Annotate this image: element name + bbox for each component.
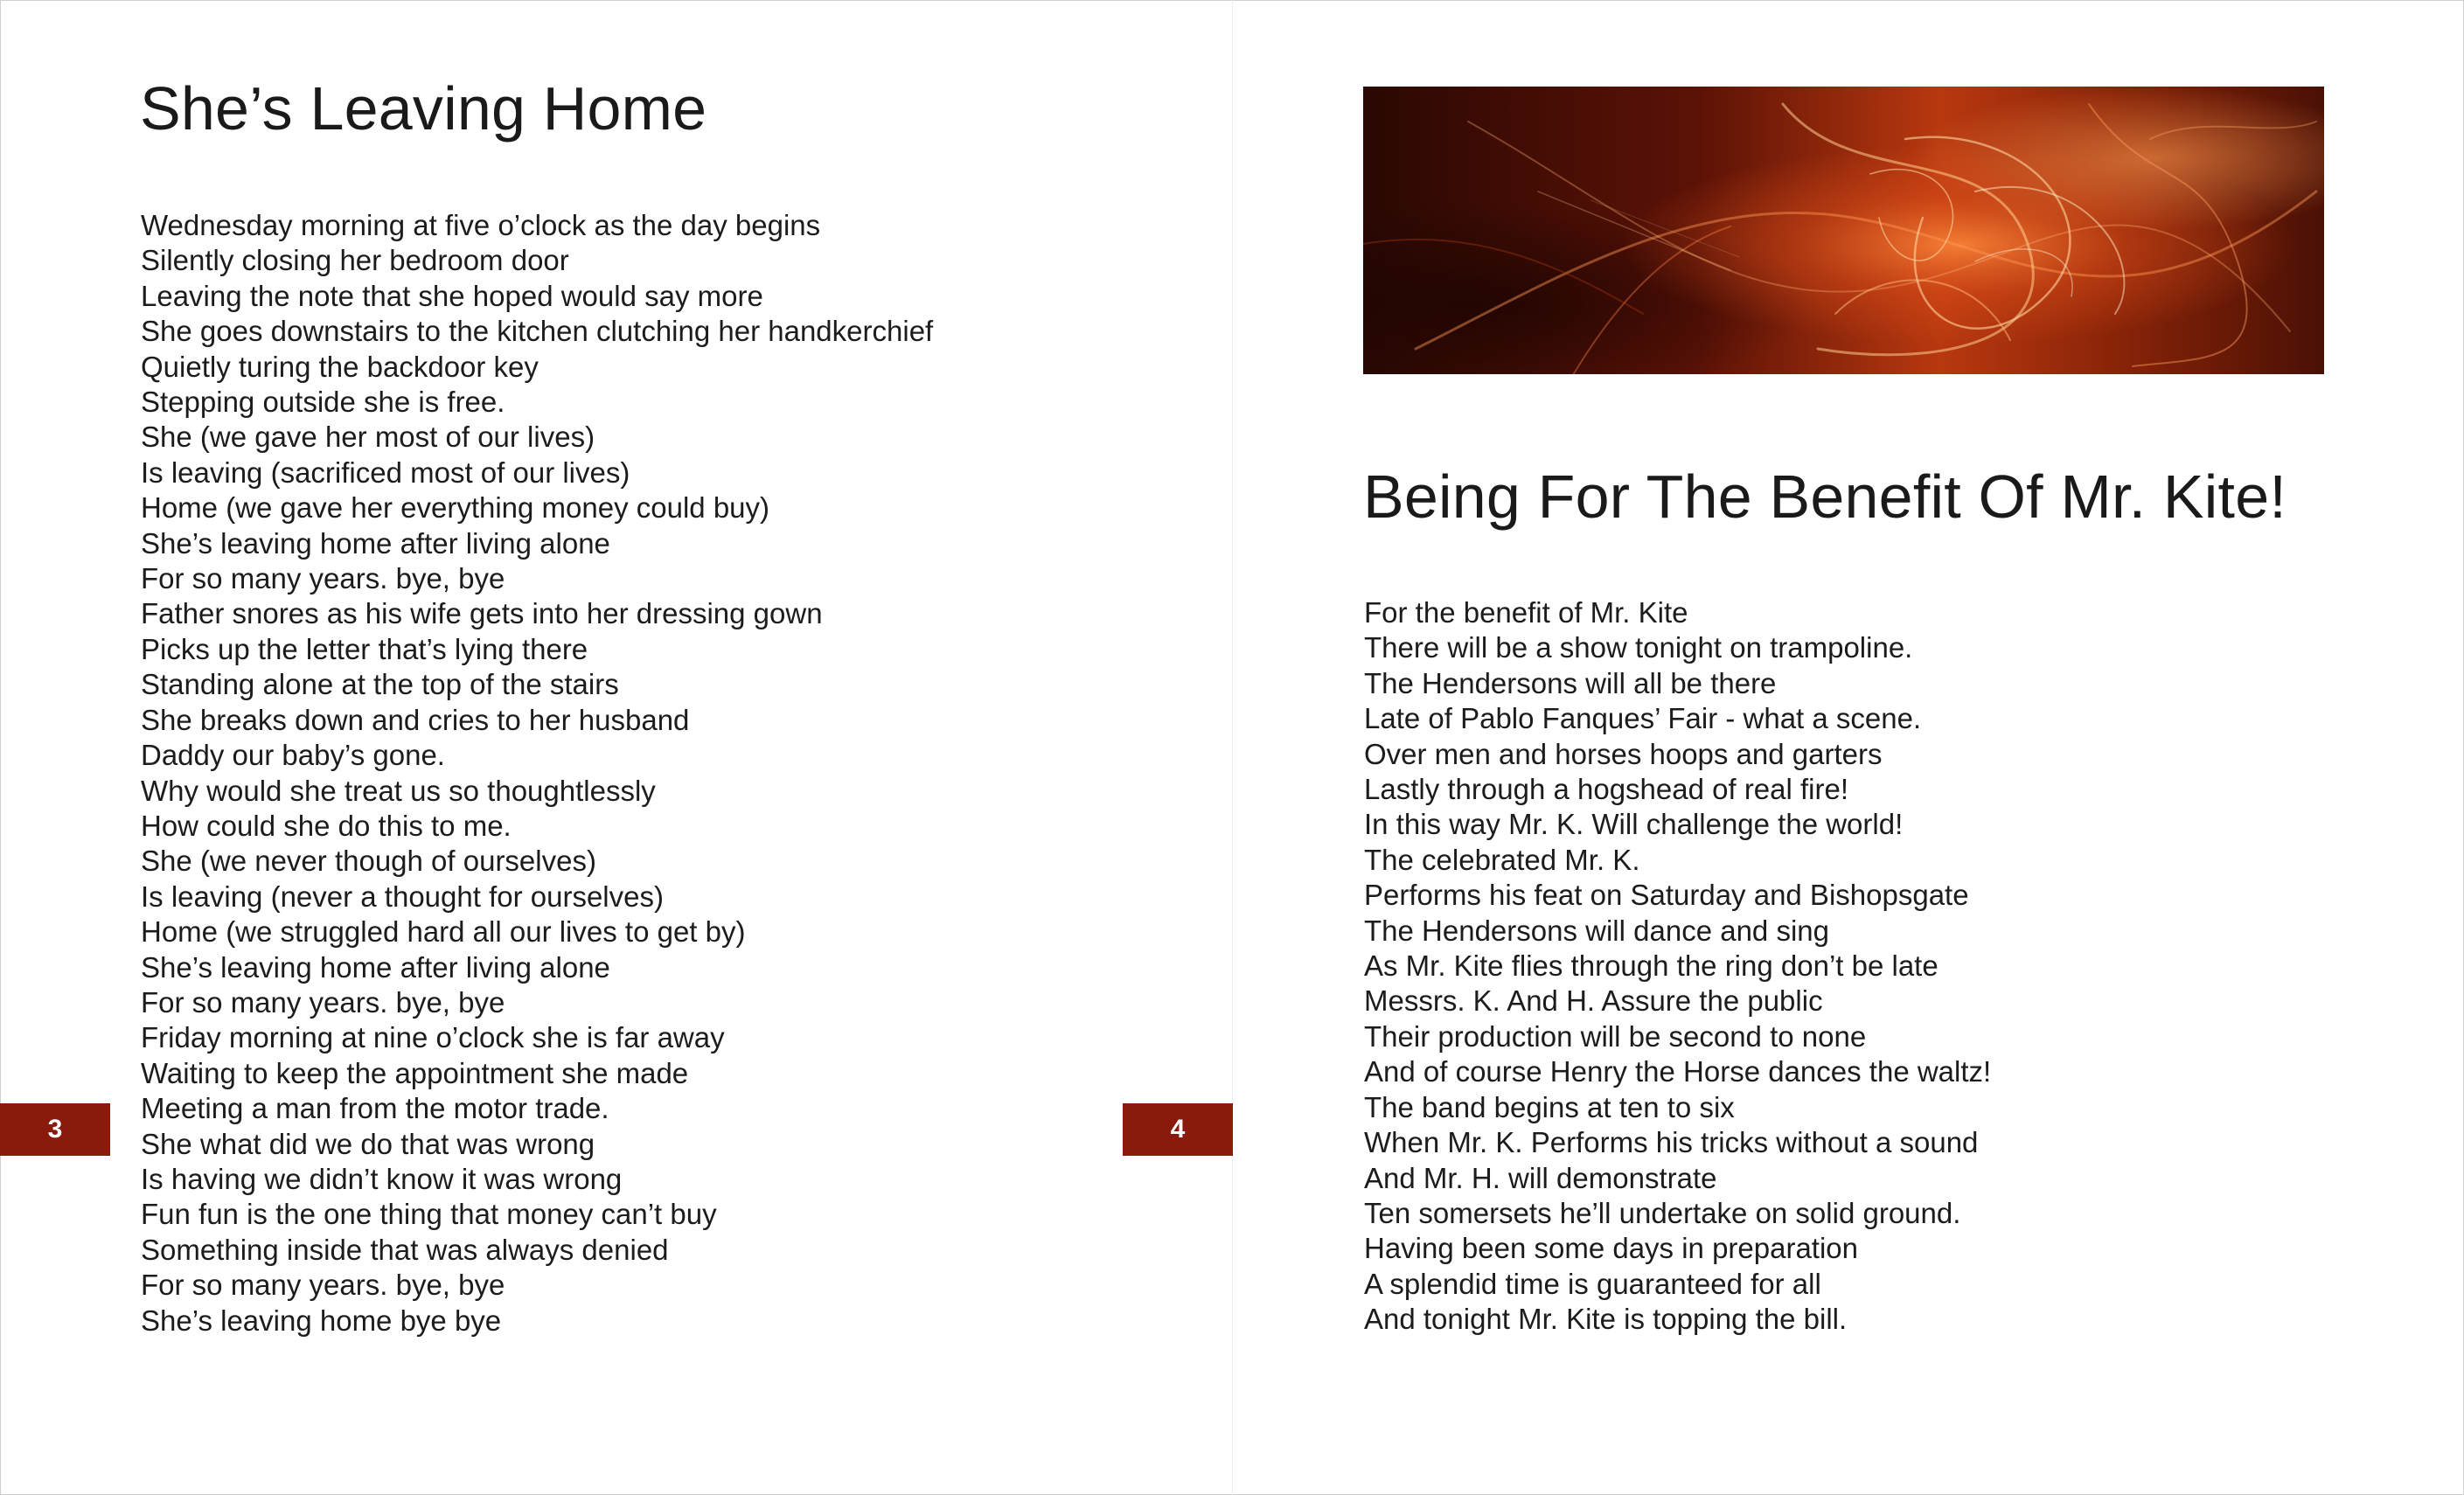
lyric-line: Is leaving (never a thought for ourselves) bbox=[141, 880, 664, 913]
lyric-line: And tonight Mr. Kite is topping the bill. bbox=[1364, 1303, 1848, 1336]
lyric-line: Leaving the note that she hoped would say more bbox=[141, 279, 763, 312]
lyric-line: Late of Pablo Fanques’ Fair - what a scene. bbox=[1364, 702, 1922, 735]
lyric-line: Having been some days in preparation bbox=[1364, 1232, 1859, 1265]
lyric-line: In this way Mr. K. Will challenge the world! bbox=[1364, 808, 1904, 841]
lyric-line: Is leaving (sacrificed most of our lives) bbox=[141, 455, 630, 489]
lyric-line: The celebrated Mr. K. bbox=[1364, 843, 1640, 876]
lyric-line: Lastly through a hogshead of real fire! bbox=[1364, 773, 1849, 806]
lyric-line: Home (we gave her everything money could buy) bbox=[141, 491, 770, 525]
lyric-line: She’s leaving home after living alone bbox=[141, 950, 610, 984]
lyric-line: Friday morning at nine o’clock she is far away bbox=[141, 1021, 725, 1054]
lyric-line: Is having we didn’t know it was wrong bbox=[141, 1162, 623, 1195]
lyric-line: The Hendersons will dance and sing bbox=[1364, 914, 1829, 947]
lyric-line: She goes downstairs to the kitchen clutching her handkerchief bbox=[141, 315, 934, 348]
fractal-flame-illustration bbox=[1363, 87, 2324, 374]
lyric-line: When Mr. K. Performs his tricks without a sound bbox=[1364, 1126, 1979, 1159]
lyric-line: The band begins at ten to six bbox=[1364, 1090, 1735, 1123]
lyric-line: She what did we do that was wrong bbox=[141, 1127, 595, 1160]
lyric-line: Meeting a man from the motor trade. bbox=[141, 1092, 609, 1125]
lyric-line: For so many years. bye, bye bbox=[141, 985, 505, 1019]
right-page bbox=[1233, 0, 2464, 1495]
lyric-line: She (we gave her most of our lives) bbox=[141, 421, 595, 454]
lyric-line: Quietly turing the backdoor key bbox=[141, 350, 539, 383]
lyric-line: Wednesday morning at five o’clock as the day begins bbox=[141, 209, 821, 241]
lyric-line: She’s leaving home after living alone bbox=[141, 526, 610, 560]
lyric-line: Home (we struggled hard all our lives to get by) bbox=[141, 915, 746, 949]
lyric-line: Father snores as his wife gets into her dressing gown bbox=[141, 597, 823, 630]
lyric-line: For so many years. bye, bye bbox=[141, 562, 505, 595]
lyric-line: There will be a show tonight on trampoline. bbox=[1364, 631, 1913, 664]
lyric-line: The Hendersons will all be there bbox=[1364, 666, 1777, 699]
lyric-line: As Mr. Kite flies through the ring don’t be late bbox=[1364, 949, 1938, 983]
lyric-line: Why would she treat us so thoughtlessly bbox=[141, 774, 656, 807]
song-title-mr-kite: Being For The Benefit Of Mr. Kite! bbox=[1363, 462, 2287, 531]
lyric-line: Performs his feat on Saturday and Bishopsgate bbox=[1364, 879, 1969, 912]
lyric-line: She breaks down and cries to her husband bbox=[141, 703, 690, 736]
page-number-badge-right: 4 bbox=[1123, 1103, 1233, 1156]
lyric-line: Messrs. K. And H. Assure the public bbox=[1364, 984, 1823, 1018]
song-title-shes-leaving-home: She’s Leaving Home bbox=[140, 74, 707, 143]
lyrics-mr-kite bbox=[1364, 595, 1991, 1338]
lyric-line: A splendid time is guaranteed for all bbox=[1364, 1267, 1821, 1300]
lyrics-shes-leaving-home bbox=[141, 208, 933, 1339]
lyric-line: And Mr. H. will demonstrate bbox=[1364, 1161, 1717, 1194]
lyric-line: Stepping outside she is free. bbox=[141, 386, 505, 419]
lyric-line: For the benefit of Mr. Kite bbox=[1364, 596, 1688, 629]
lyric-line: How could she do this to me. bbox=[141, 809, 512, 842]
lyric-line: Something inside that was always denied bbox=[141, 1233, 669, 1266]
lyric-line: Ten somersets he’ll undertake on solid ground. bbox=[1364, 1196, 1961, 1229]
lyric-line: For so many years. bye, bye bbox=[141, 1269, 505, 1302]
banner-image bbox=[1363, 87, 2324, 374]
lyric-line: Silently closing her bedroom door bbox=[141, 244, 569, 277]
lyric-line: Picks up the letter that’s lying there bbox=[141, 632, 588, 665]
lyric-line: And of course Henry the Horse dances the waltz! bbox=[1364, 1055, 1992, 1088]
page-number-badge-left: 3 bbox=[0, 1103, 110, 1156]
lyric-line: She’s leaving home bye bye bbox=[141, 1304, 502, 1337]
lyric-line: Fun fun is the one thing that money can’t buy bbox=[141, 1198, 717, 1231]
lyric-line: She (we never though of ourselves) bbox=[141, 845, 596, 878]
lyric-line: Over men and horses hoops and garters bbox=[1364, 737, 1883, 770]
lyric-line: Their production will be second to none bbox=[1364, 1019, 1867, 1053]
lyric-line: Standing alone at the top of the stairs bbox=[141, 668, 619, 701]
lyric-line: Daddy our baby’s gone. bbox=[141, 739, 445, 772]
lyric-line: Waiting to keep the appointment she made bbox=[141, 1056, 689, 1089]
